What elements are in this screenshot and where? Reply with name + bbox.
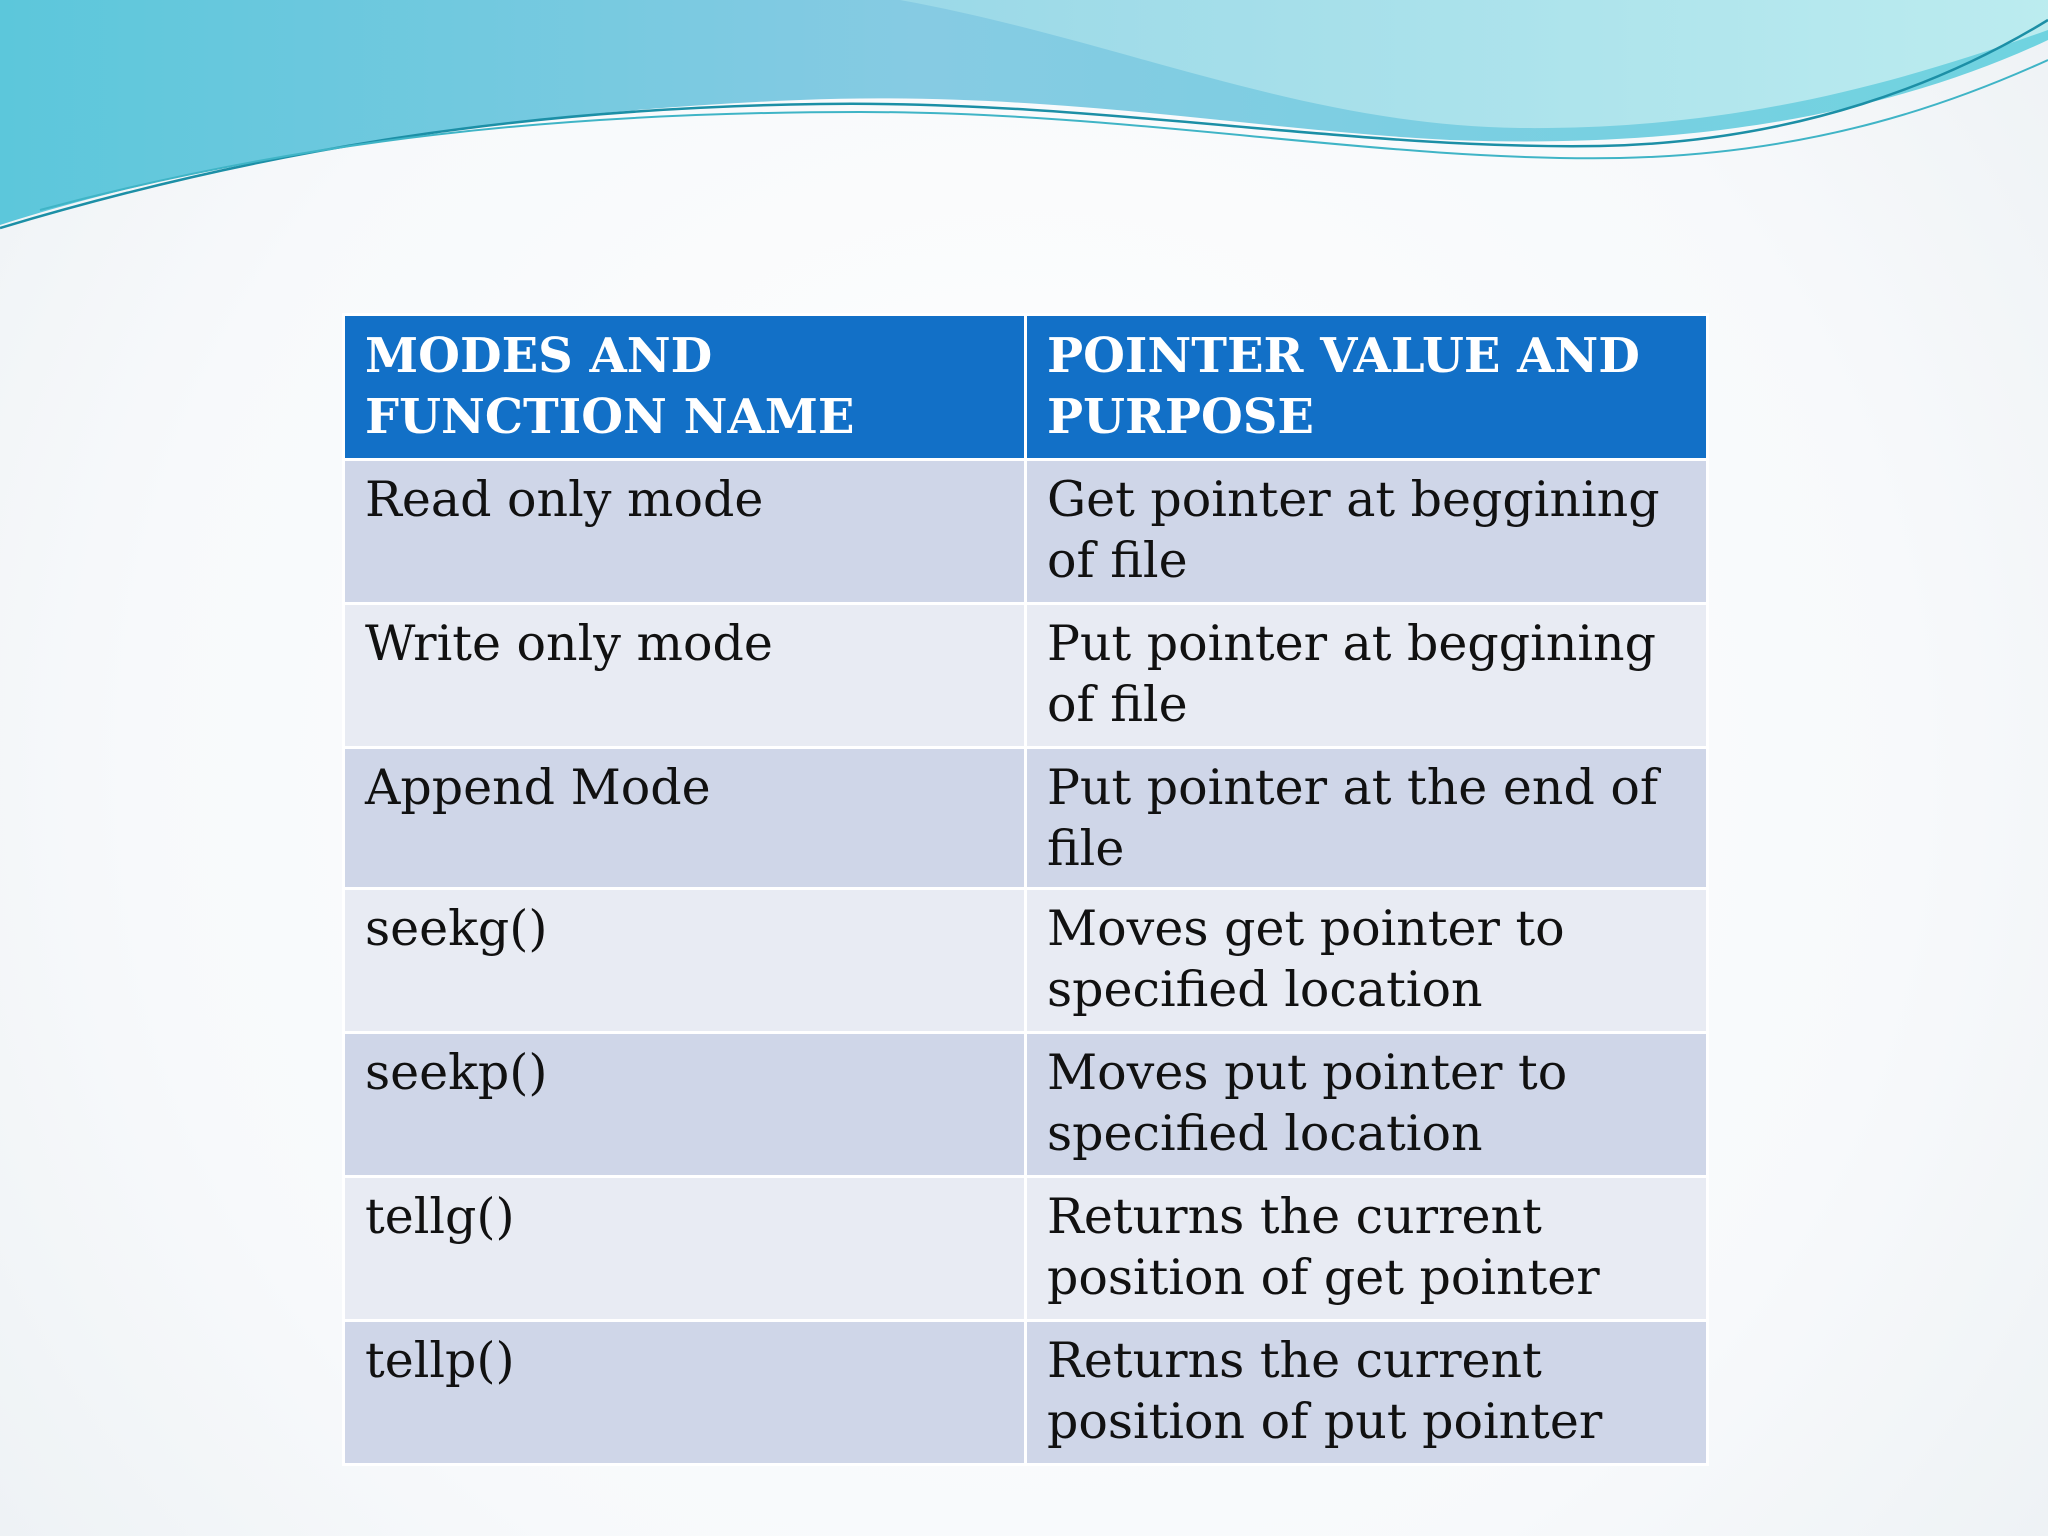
cell-purpose: Put pointer at the end of file <box>1026 748 1708 889</box>
wave-header-decoration <box>0 0 2048 240</box>
cell-mode: tellp() <box>344 1321 1026 1465</box>
cell-mode: seekg() <box>344 889 1026 1033</box>
cell-mode: seekp() <box>344 1033 1026 1177</box>
header-cell-pointer: POINTER VALUE AND PURPOSE <box>1026 315 1708 460</box>
cell-purpose: Returns the current position of get pointer <box>1026 1177 1708 1321</box>
table-row <box>344 604 1708 748</box>
table-row <box>344 748 1708 889</box>
table-row <box>344 1033 1708 1177</box>
cell-purpose: Put pointer at beggining of file <box>1026 604 1708 748</box>
table-row <box>344 460 1708 604</box>
cell-mode: Write only mode <box>344 604 1026 748</box>
table-row <box>344 889 1708 1033</box>
cell-mode: tellg() <box>344 1177 1026 1321</box>
cell-purpose: Get pointer at beggining of file <box>1026 460 1708 604</box>
pointer-functions-table <box>342 313 1709 1466</box>
cell-mode: Read only mode <box>344 460 1026 604</box>
cell-purpose: Returns the current position of put pointer <box>1026 1321 1708 1465</box>
cell-mode: Append Mode <box>344 748 1026 889</box>
cell-purpose: Moves get pointer to specified location <box>1026 889 1708 1033</box>
table-header-row <box>344 315 1708 460</box>
table-row <box>344 1177 1708 1321</box>
cell-purpose: Moves put pointer to specified location <box>1026 1033 1708 1177</box>
table-row <box>344 1321 1708 1465</box>
header-cell-modes: MODES AND FUNCTION NAME <box>344 315 1026 460</box>
